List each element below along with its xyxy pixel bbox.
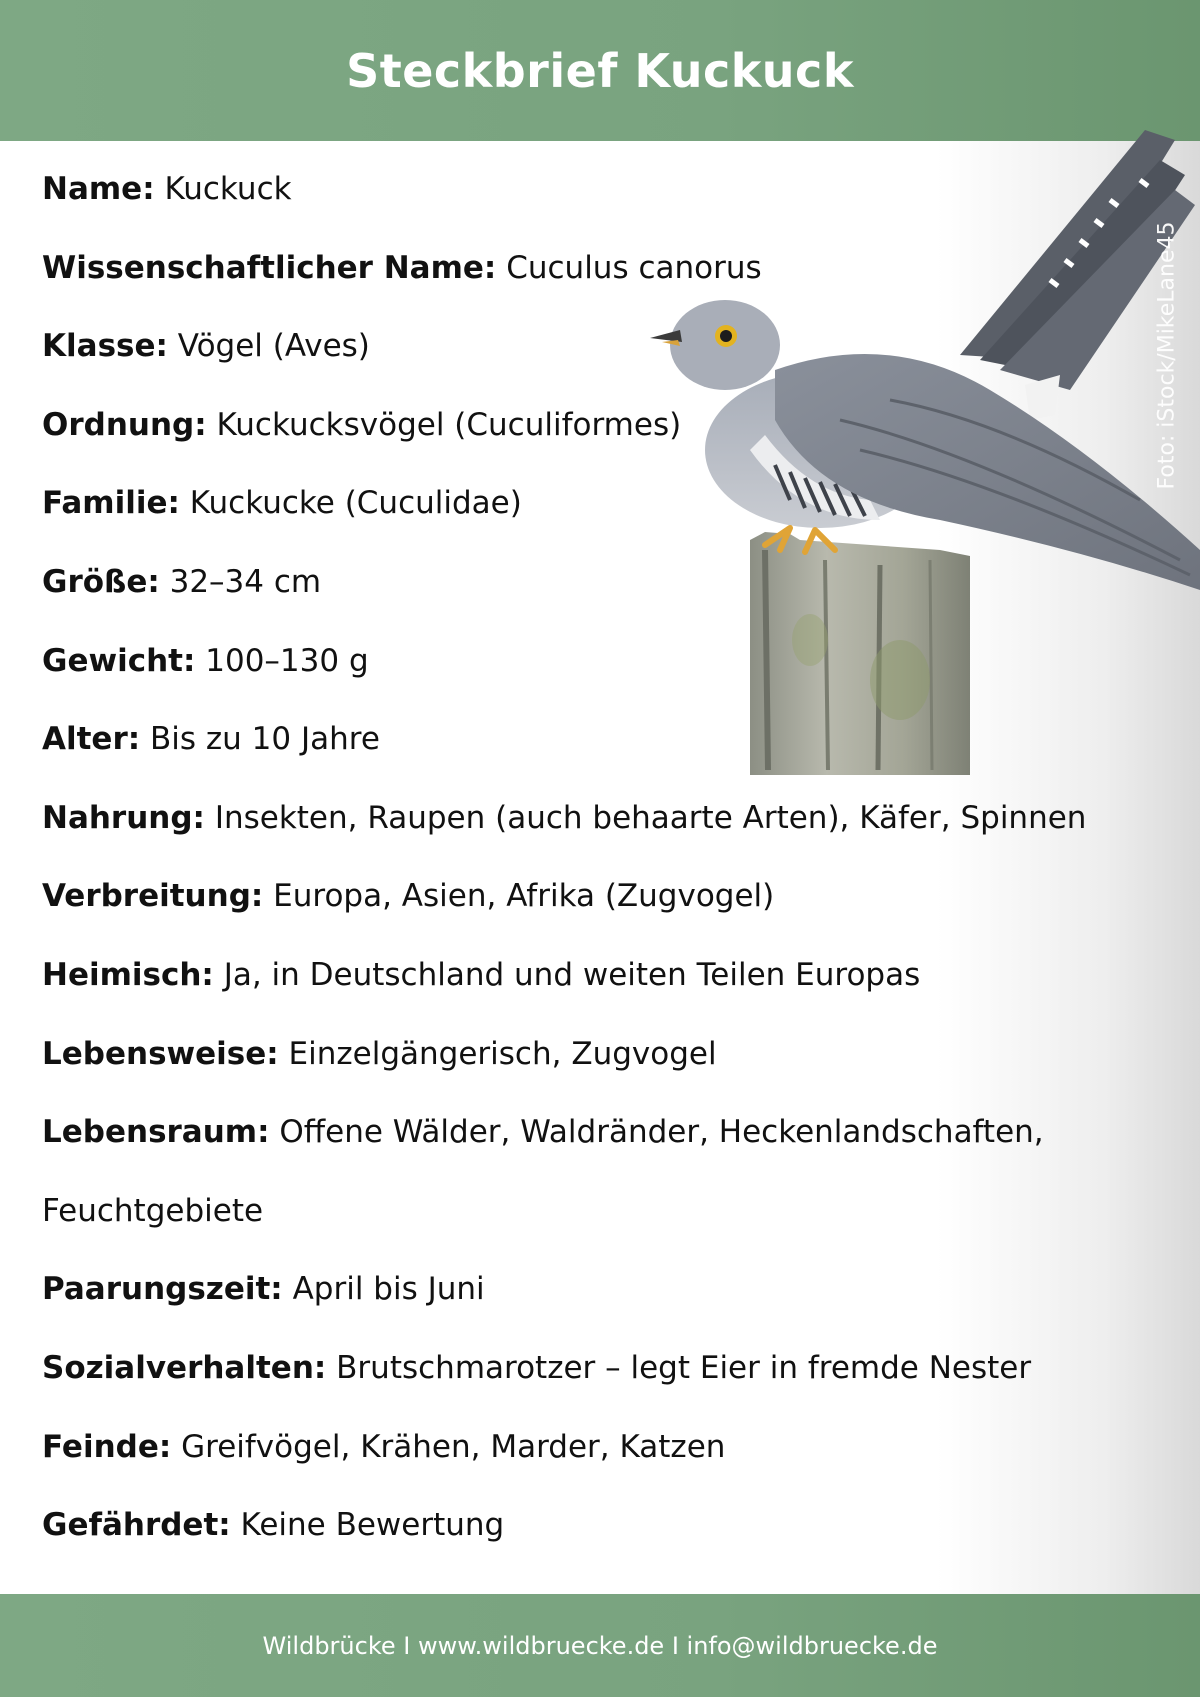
fact-class: Klasse: Vögel (Aves) (42, 328, 370, 365)
fact-native: Heimisch: Ja, in Deutschland und weiten Teilen Europas (42, 956, 921, 993)
fact-habitat-continuation: Feuchtgebiete (42, 1192, 264, 1229)
fact-endangered: Gefährdet: Keine Bewertung (42, 1507, 505, 1544)
page-title: Steckbrief Kuckuck (346, 43, 854, 98)
fact-list (42, 150, 1142, 1565)
fact-lifestyle: Lebensweise: Einzelgängerisch, Zugvogel (42, 1035, 717, 1072)
fact-order: Ordnung: Kuckucksvögel (Cuculiformes) (42, 406, 682, 443)
fact-scientific-name: Wissenschaftlicher Name: Cuculus canorus (42, 249, 762, 286)
fact-enemies: Feinde: Greifvögel, Krähen, Marder, Katzen (42, 1428, 726, 1465)
fact-habitat: Lebensraum: Offene Wälder, Waldränder, Heckenlandschaften, (42, 1114, 1044, 1151)
fact-social-behavior: Sozialverhalten: Brutschmarotzer – legt Eier in fremde Nester (42, 1349, 1032, 1386)
fact-mating-season: Paarungszeit: April bis Juni (42, 1271, 485, 1308)
fact-family: Familie: Kuckucke (Cuculidae) (42, 485, 522, 522)
fact-size: Größe: 32–34 cm (42, 563, 322, 600)
photo-credit: Foto: iStock/MikeLane45 (1154, 220, 1180, 490)
fact-weight: Gewicht: 100–130 g (42, 642, 369, 679)
fact-age: Alter: Bis zu 10 Jahre (42, 721, 380, 758)
footer-contact: Wildbrücke I www.wildbruecke.de I info@wildbruecke.de (262, 1631, 938, 1660)
fact-food: Nahrung: Insekten, Raupen (auch behaarte Arten), Käfer, Spinnen (42, 799, 1087, 836)
footer-bar (0, 1594, 1200, 1697)
fact-distribution: Verbreitung: Europa, Asien, Afrika (Zugvogel) (42, 878, 775, 915)
fact-name: Name: Kuckuck (42, 171, 292, 207)
